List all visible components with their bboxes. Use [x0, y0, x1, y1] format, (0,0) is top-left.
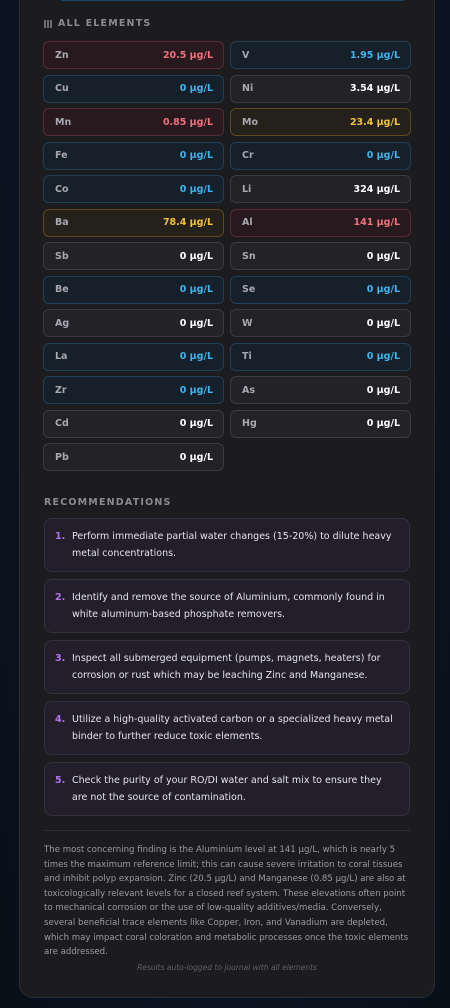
element-value: 0 µg/L	[179, 317, 213, 329]
element-grid	[43, 41, 411, 471]
element-cell-al	[230, 209, 411, 237]
element-cell-ag	[43, 309, 224, 337]
element-cell-mo	[230, 108, 411, 136]
element-cell-as	[230, 376, 411, 404]
element-symbol: W	[242, 317, 253, 329]
recommendation-text: Check the purity of your RO/DI water and salt mix to ensure they are not the source of contamination.	[72, 775, 382, 803]
element-symbol: Li	[242, 183, 252, 195]
element-cell-cr	[230, 142, 411, 170]
recommendations-list	[44, 518, 410, 816]
analysis-summary: The most concerning finding is the Aluminium level at 141 µg/L, which is nearly 5 times the maximum reference limit; this can cause severe irritation to coral tissues and inhibit polyp expansion. Zinc (20.5 µg/L) and Manganese (0.85 µg/L) are also at toxicologically relevant levels for a closed reef system. These elevations often point to mechanical corrosion or the use of low-quality additives/media. Conversely, several beneficial trace elements like Copper, Iron, and Vanadium are depleted, which may impact coral coloration and metabolic processes once the toxic elements are addressed.	[44, 845, 409, 958]
element-cell-pb	[43, 443, 224, 471]
element-value: 78.4 µg/L	[162, 217, 213, 228]
recommendation-number: 1.	[55, 531, 66, 542]
recommendation-text: Inspect all submerged equipment (pumps, magnets, heaters) for corrosion or rust which may be leaching Zinc and Manganese.	[72, 653, 381, 681]
element-symbol: Hg	[242, 418, 257, 429]
element-cell-cu	[43, 75, 224, 103]
element-cell-cd	[43, 410, 224, 438]
recommendations-heading	[44, 497, 172, 508]
element-symbol: Mn	[55, 116, 72, 128]
element-cell-sn	[230, 242, 411, 270]
element-symbol: Sn	[242, 250, 256, 262]
element-value: 0 µg/L	[179, 451, 213, 463]
element-cell-zr	[43, 376, 224, 404]
element-symbol: As	[242, 384, 256, 396]
recommendation-text: Perform immediate partial water changes (15-20%) to dilute heavy metal concentrations.	[72, 531, 392, 559]
element-value: 0 µg/L	[179, 183, 213, 195]
element-value: 0 µg/L	[366, 418, 400, 429]
element-symbol: La	[55, 351, 68, 362]
recommendation-number: 2.	[55, 592, 66, 603]
element-cell-ni	[230, 75, 411, 103]
element-value: 0 µg/L	[366, 384, 400, 396]
element-symbol: Mo	[242, 116, 258, 128]
element-value: 0 µg/L	[366, 150, 400, 161]
element-value: 0.85 µg/L	[162, 116, 213, 128]
element-symbol: Ba	[55, 217, 69, 228]
element-symbol: Cu	[55, 83, 69, 94]
element-value: 0 µg/L	[179, 384, 213, 396]
element-cell-co	[43, 175, 224, 203]
element-cell-ba	[43, 209, 224, 237]
element-cell-li	[230, 175, 411, 203]
recommendation-number: 4.	[55, 714, 66, 725]
bar-chart-icon	[44, 20, 52, 28]
divider	[44, 830, 410, 831]
element-value: 324 µg/L	[353, 183, 400, 195]
element-cell-mn	[43, 108, 224, 136]
element-value: 0 µg/L	[179, 150, 213, 161]
element-value: 20.5 µg/L	[162, 49, 213, 61]
element-cell-hg	[230, 410, 411, 438]
element-value: 0 µg/L	[366, 351, 400, 362]
recommendation-number: 3.	[55, 653, 66, 664]
element-symbol: Zr	[55, 384, 67, 396]
recommendation-text: Identify and remove the source of Aluminium, commonly found in white aluminum-based phosphate removers.	[72, 592, 385, 620]
element-symbol: V	[242, 49, 250, 61]
element-cell-be	[43, 276, 224, 304]
element-cell-sb	[43, 242, 224, 270]
element-cell-se	[230, 276, 411, 304]
element-cell-la	[43, 343, 224, 371]
element-symbol: Sb	[55, 250, 69, 262]
element-symbol: Se	[242, 284, 256, 295]
element-symbol: Ti	[242, 351, 252, 362]
element-value: 0 µg/L	[179, 250, 213, 262]
all-elements-heading	[44, 18, 151, 29]
element-value: 0 µg/L	[179, 351, 213, 362]
recommendation-text: Utilize a high-quality activated carbon or a specialized heavy metal binder to further reduce toxic elements.	[72, 714, 393, 742]
element-symbol: Fe	[55, 150, 68, 161]
element-symbol: Cd	[55, 418, 69, 429]
element-symbol: Al	[242, 217, 253, 228]
recommendation-item	[44, 640, 410, 694]
recommendation-item	[44, 701, 410, 755]
recommendation-item	[44, 518, 410, 572]
element-symbol: Co	[55, 183, 69, 195]
element-symbol: Zn	[55, 49, 69, 61]
element-value: 0 µg/L	[366, 284, 400, 295]
element-value: 1.95 µg/L	[349, 49, 400, 61]
element-value: 0 µg/L	[366, 317, 400, 329]
element-cell-v	[230, 41, 411, 69]
element-cell-fe	[43, 142, 224, 170]
element-symbol: Ag	[55, 317, 70, 329]
all-elements-title: ALL ELEMENTS	[58, 18, 152, 29]
recommendation-item	[44, 762, 410, 816]
footer-note: Results auto-logged to journal with all elements	[137, 963, 317, 972]
element-value: 141 µg/L	[353, 217, 400, 228]
element-cell-zn	[43, 41, 224, 69]
recommendations-title: RECOMMENDATIONS	[44, 497, 172, 508]
top-accent-bar	[60, 0, 405, 1]
element-value: 0 µg/L	[366, 250, 400, 262]
element-value: 0 µg/L	[179, 284, 213, 295]
element-cell-ti	[230, 343, 411, 371]
element-cell-w	[230, 309, 411, 337]
element-symbol: Be	[55, 284, 69, 295]
element-value: 0 µg/L	[179, 418, 213, 429]
recommendation-item	[44, 579, 410, 633]
element-symbol: Ni	[242, 83, 254, 94]
element-symbol: Cr	[242, 150, 254, 161]
element-value: 0 µg/L	[179, 83, 213, 94]
element-symbol: Pb	[55, 451, 69, 463]
element-value: 3.54 µg/L	[349, 83, 400, 94]
recommendation-number: 5.	[55, 775, 66, 786]
element-value: 23.4 µg/L	[349, 116, 400, 128]
